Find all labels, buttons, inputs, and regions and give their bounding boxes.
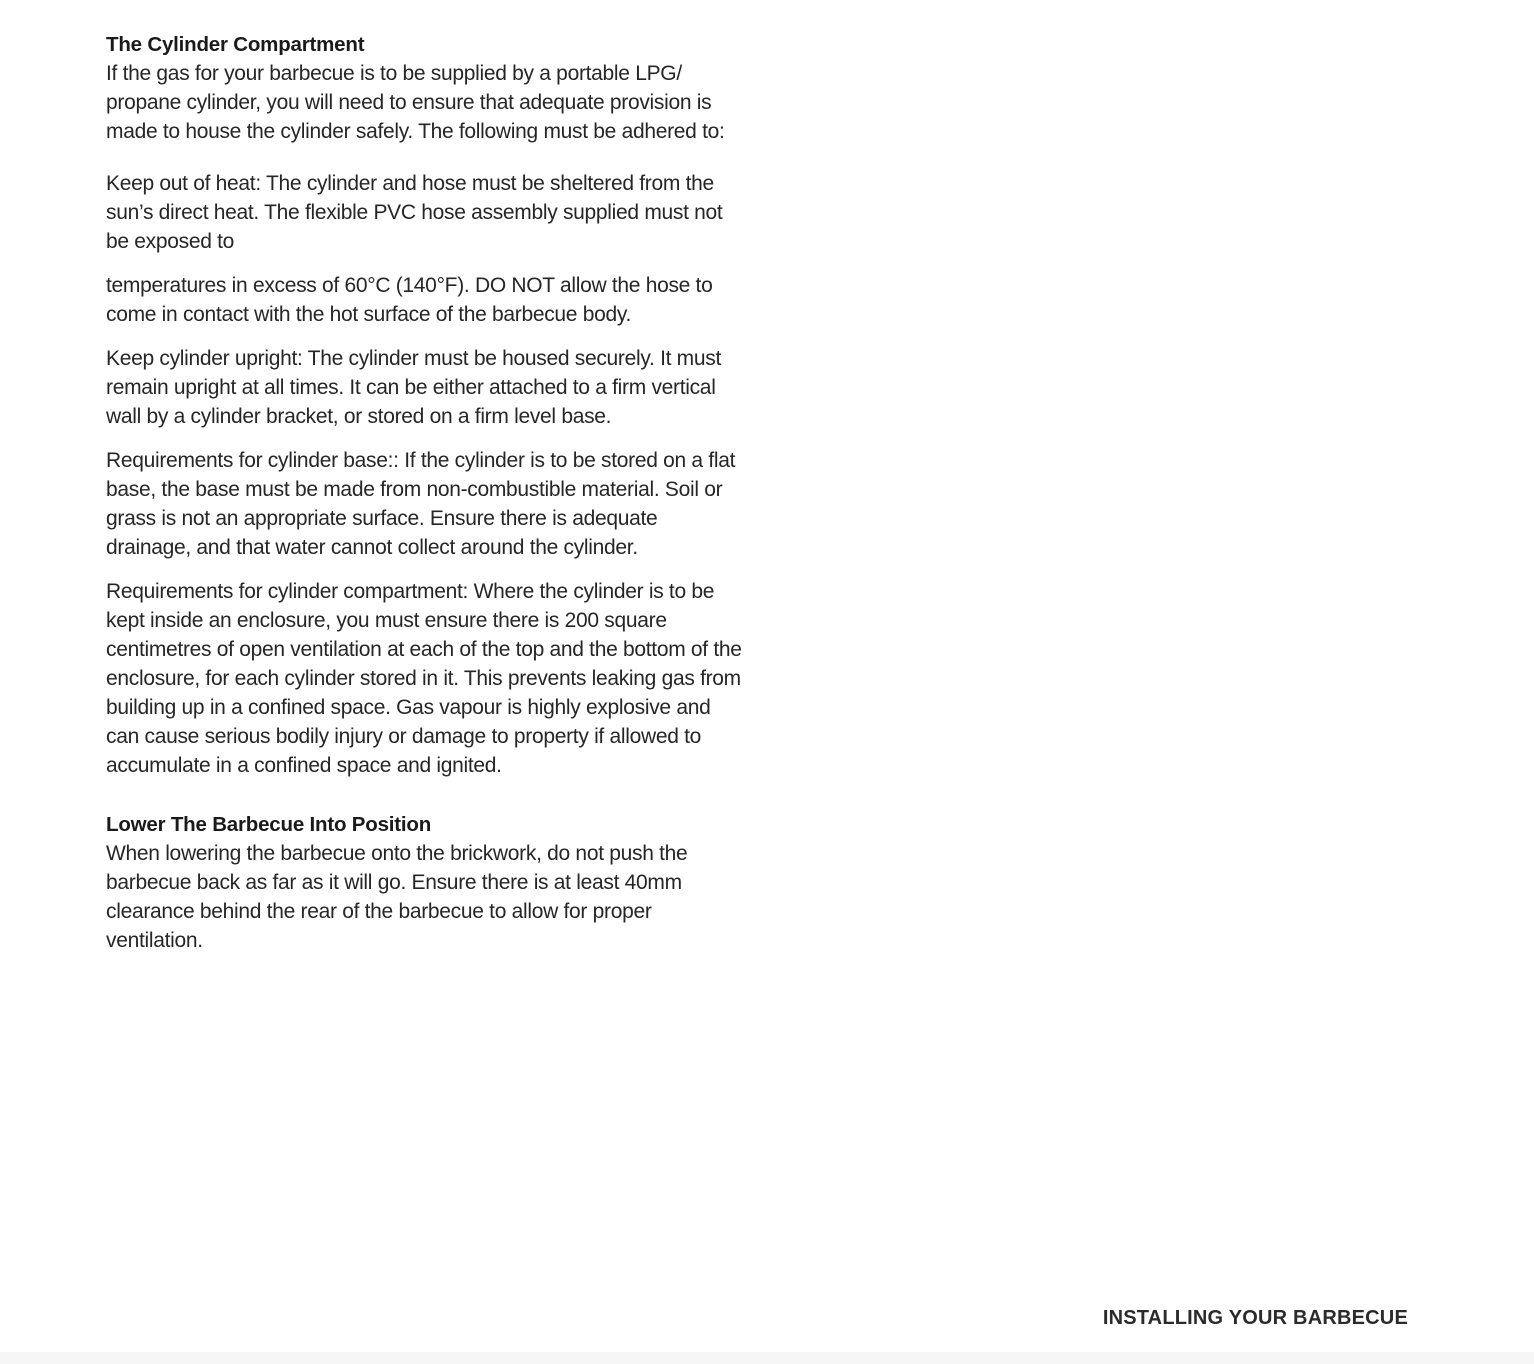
page-bottom-edge <box>0 1352 1534 1364</box>
cylinder-compartment-heading: The Cylinder Compartment <box>106 33 365 56</box>
temperature-limit-paragraph: temperatures in excess of 60°C (140°F). DO NOT allow the hose to come in contact with the hot surface of the barbecue body. <box>106 274 713 326</box>
manual-page-content <box>106 30 742 955</box>
cylinder-base-paragraph: Requirements for cylinder base:: If the cylinder is to be stored on a flat base, the base must be made from non-combustible material. Soil or grass is not an appropriate surface. Ensure there is adequate drainage, and that water cannot collect around the cylinder. <box>106 449 736 559</box>
keep-out-of-heat-paragraph: Keep out of heat: The cylinder and hose must be sheltered from the sun’s direct heat. The flexible PVC hose assembly supplied must not be exposed to <box>106 172 723 253</box>
cylinder-compartment-paragraph: Requirements for cylinder compartment: Where the cylinder is to be kept inside an enclosure, you must ensure there is 200 square centimetres of open ventilation at each of the top and the bottom of the enclosure, for each cylinder stored in it. This prevents leaking gas from building up in a confined space. Gas vapour is highly explosive and can cause serious bodily injury or damage to property if allowed to accumulate in a confined space and ignited. <box>106 580 742 777</box>
page-section-footer: INSTALLING YOUR BARBECUE <box>1102 1307 1408 1329</box>
lower-barbecue-paragraph: When lowering the barbecue onto the brickwork, do not push the barbecue back as far as it will go. Ensure there is at least 40mm clearance behind the rear of the barbecue to allow for proper ventilation. <box>106 842 688 952</box>
keep-upright-paragraph: Keep cylinder upright: The cylinder must be housed securely. It must remain upright at all times. It can be either attached to a firm vertical wall by a cylinder bracket, or stored on a firm level base. <box>106 347 721 428</box>
cylinder-intro-paragraph: If the gas for your barbecue is to be supplied by a portable LPG/ propane cylinder, you will need to ensure that adequate provision is made to house the cylinder safely. The following must be adhered to: <box>106 62 725 143</box>
lower-barbecue-heading: Lower The Barbecue Into Position <box>106 813 432 836</box>
